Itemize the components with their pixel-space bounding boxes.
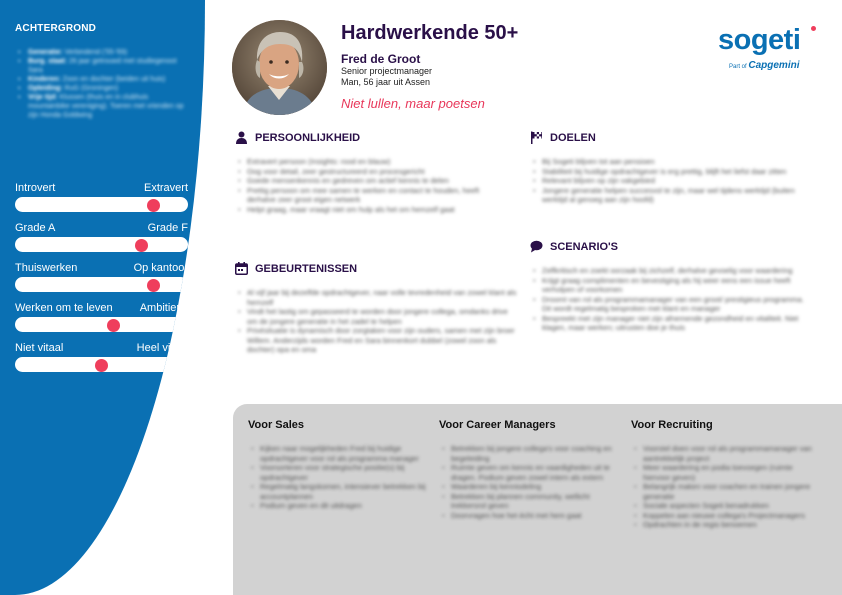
list-item: • Waarderen bij kennisdeling xyxy=(442,482,620,492)
calendar-icon xyxy=(235,262,248,275)
slider-left-label: Werken om te leven xyxy=(15,302,113,314)
list-item: • Bespreekt met zijn manager niet zijn afnemende gezondheid en vitaliteit. Niet klagen, maar werken; uitrusten doe je thuis xyxy=(533,314,815,333)
scenarios-list xyxy=(533,266,815,333)
column-sales-list xyxy=(251,444,431,511)
background-item: ▪ Kinderen: Zoon en dochter (beiden uit huis) xyxy=(18,75,190,84)
chat-icon xyxy=(530,240,543,253)
list-item: • Helpt graag, maar vraagt niet om hulp als het om hemzelf gaat xyxy=(238,205,500,215)
background-item: ▪ Opleiding: RuG (Groningen) xyxy=(18,84,190,93)
slider-right-label: Heel vitaal xyxy=(136,342,188,354)
slider-left-label: Grade A xyxy=(15,222,56,234)
section-persoonlijkheid-heading: PERSOONLIJKHEID xyxy=(235,131,360,144)
section-doelen-heading: DOELEN xyxy=(530,131,596,144)
background-item: ▪ Burg. staat: 26 jaar getrouwd met studiegenoot Sara xyxy=(18,57,190,75)
list-item: • Oog voor detail, zeer gestructureerd en procesgericht xyxy=(238,167,500,177)
list-item: • Meer waardering en podia toevoegen (ruimte hiervoor geven) xyxy=(634,463,812,482)
list-item: • Droomt van rol als programmamanager van een groot/ prestigieus programma. Dit wordt regelmatig besproken met klant en manager xyxy=(533,295,815,314)
persona-demographics: Man, 56 jaar uit Assen xyxy=(341,77,431,87)
slider-left-label: Niet vitaal xyxy=(15,342,64,354)
list-item: • Goede mensenkennis en gedreven om actief kennis te delen xyxy=(238,176,500,186)
list-item: • Opdrachten in de regio benoemen xyxy=(634,520,812,530)
logo-wordmark: sogeti xyxy=(718,24,801,56)
slider-knob xyxy=(147,199,160,212)
list-item: • Zelfkritisch en zoekt oorzaak bij zichzelf, derhalve gevoelig voor waardering xyxy=(533,266,815,276)
background-item: ▪ Generatie: Verbindend ('55-'69) xyxy=(18,48,190,57)
person-icon xyxy=(235,131,248,144)
background-panel xyxy=(0,0,205,595)
doelen-list xyxy=(533,157,813,205)
section-scenarios-heading: SCENARIO'S xyxy=(530,240,618,253)
persona-role: Senior projectmanager xyxy=(341,66,433,76)
slider-right-label: Extravert xyxy=(143,182,188,194)
list-item: • Ruimte geven om kennis en vaardigheden uit te dragen. Podium geven zowel intern als extern xyxy=(442,463,620,482)
slider-introvert-extravert xyxy=(15,182,188,212)
list-item: • Sociale aspecten Sogeti benadrukken xyxy=(634,501,812,511)
list-item: • Kijken naar mogelijkheden Fred bij huidige opdrachtgever voor rol als programma manager xyxy=(251,444,431,463)
slider-knob xyxy=(95,359,108,372)
persona-title: Hardwerkende 50+ xyxy=(341,22,519,44)
slider-left-label: Introvert xyxy=(15,182,56,194)
background-heading: ACHTERGROND xyxy=(15,23,97,34)
column-sales-heading: Voor Sales xyxy=(248,419,305,431)
list-item: • Vindt het lastig om gepasseerd te worden door jongere collega, omdanks drive om de jongere generatie in het zadel te helpen xyxy=(238,307,518,326)
slider-track xyxy=(15,317,188,332)
flag-icon xyxy=(530,131,543,144)
list-item: • Koppelen aan nieuwe collega's Projectmanagers xyxy=(634,511,812,521)
slider-knob xyxy=(107,319,120,332)
column-recruiting-list xyxy=(634,444,812,530)
list-item: • Voorstel doen voor rol als programmamanager van aantrekkelijk project xyxy=(634,444,812,463)
slider-track xyxy=(15,237,188,252)
logo-dot-icon xyxy=(811,26,816,31)
column-recruiting-heading: Voor Recruiting xyxy=(631,419,713,431)
list-item: • Regelmatig langskomen, intensiever betrekken bij accountplannen xyxy=(251,482,431,501)
column-career-heading: Voor Career Managers xyxy=(439,419,556,431)
avatar-portrait-icon xyxy=(232,20,327,115)
slider-grade xyxy=(15,222,188,252)
list-item: • Doorvragen hoe het écht met hem gaat xyxy=(442,511,620,521)
list-item: • Prettig persoon om mee samen te werken en contact te houden, heeft derhalve zeer groot eigen netwerk xyxy=(238,186,500,205)
section-gebeurtenissen-heading: GEBEURTENISSEN xyxy=(235,262,357,275)
list-item: • Relevant blijven op zijn vakgebied xyxy=(533,176,813,186)
slider-left-label: Thuiswerken xyxy=(15,262,78,274)
column-career-list xyxy=(442,444,620,520)
slider-work-location xyxy=(15,262,188,292)
list-item: • Extravert persoon (Insights: rood en blauw) xyxy=(238,157,500,167)
persoonlijkheid-list xyxy=(238,157,500,214)
list-item: • Voorsorteren voor strategische positie(s) bij opdrachtgever xyxy=(251,463,431,482)
list-item: • Privésituatie is dynamisch door zorgtaken voor zijn ouders, samen met zijn broer Willem. Anderzijds worden Fred en Sara binnenkort dubbel (zowel zoon als dochter) opa en oma xyxy=(238,326,518,355)
persona-quote: Niet lullen, maar poetsen xyxy=(341,96,485,111)
slider-ambition xyxy=(15,302,188,332)
list-item: • Krijgt graag complimenten en bevestiging als hij weer eens een issue heeft verholpen of voorkomen xyxy=(533,276,815,295)
slider-right-label: Ambitieus xyxy=(139,302,188,314)
slider-right-label: Grade F xyxy=(147,222,188,234)
slider-knob xyxy=(135,239,148,252)
slider-track xyxy=(15,277,188,292)
list-item: • Betrekken bij plannen community, wellicht trekkersrol geven xyxy=(442,492,620,511)
list-item: • Belangrijk maken voor coachen en trainen jongere generatie xyxy=(634,482,812,501)
gebeurtenissen-list xyxy=(238,288,518,355)
logo-subline: Part of Capgemini xyxy=(729,60,800,71)
persona-name: Fred de Groot xyxy=(341,52,421,66)
background-item: ▪ Vrije tijd: Klussen (thuis en in clubhuis mountainbike vereniging). Toeren met vrienden op zijn Honda Goldwing xyxy=(18,93,190,120)
list-item: • Bij Sogeti blijven tot aan pensioen xyxy=(533,157,813,167)
slider-vitality xyxy=(15,342,188,372)
slider-right-label: Op kantoor xyxy=(133,262,188,274)
list-item: • Betrekken bij jongere collega's voor coaching en begeleiding xyxy=(442,444,620,463)
slider-track xyxy=(15,197,188,212)
background-list xyxy=(18,48,190,120)
slider-knob xyxy=(147,279,160,292)
list-item: • Podium geven en dit uitdragen xyxy=(251,501,431,511)
list-item: • Jongere generatie helpen succesvol te zijn, maar wel tijdens werktijd (buiten werktijd al genoeg aan zijn hoofd) xyxy=(533,186,813,205)
sogeti-logo xyxy=(718,24,818,74)
avatar xyxy=(232,20,327,115)
list-item: • Stabiliteit bij huidige opdrachtgever is erg prettig, blijft het liefst daar zitten xyxy=(533,167,813,177)
list-item: • Al vijf jaar bij dezelfde opdrachtgever, naar volle tevredenheid van zowel klant als hemzelf xyxy=(238,288,518,307)
slider-track xyxy=(15,357,188,372)
